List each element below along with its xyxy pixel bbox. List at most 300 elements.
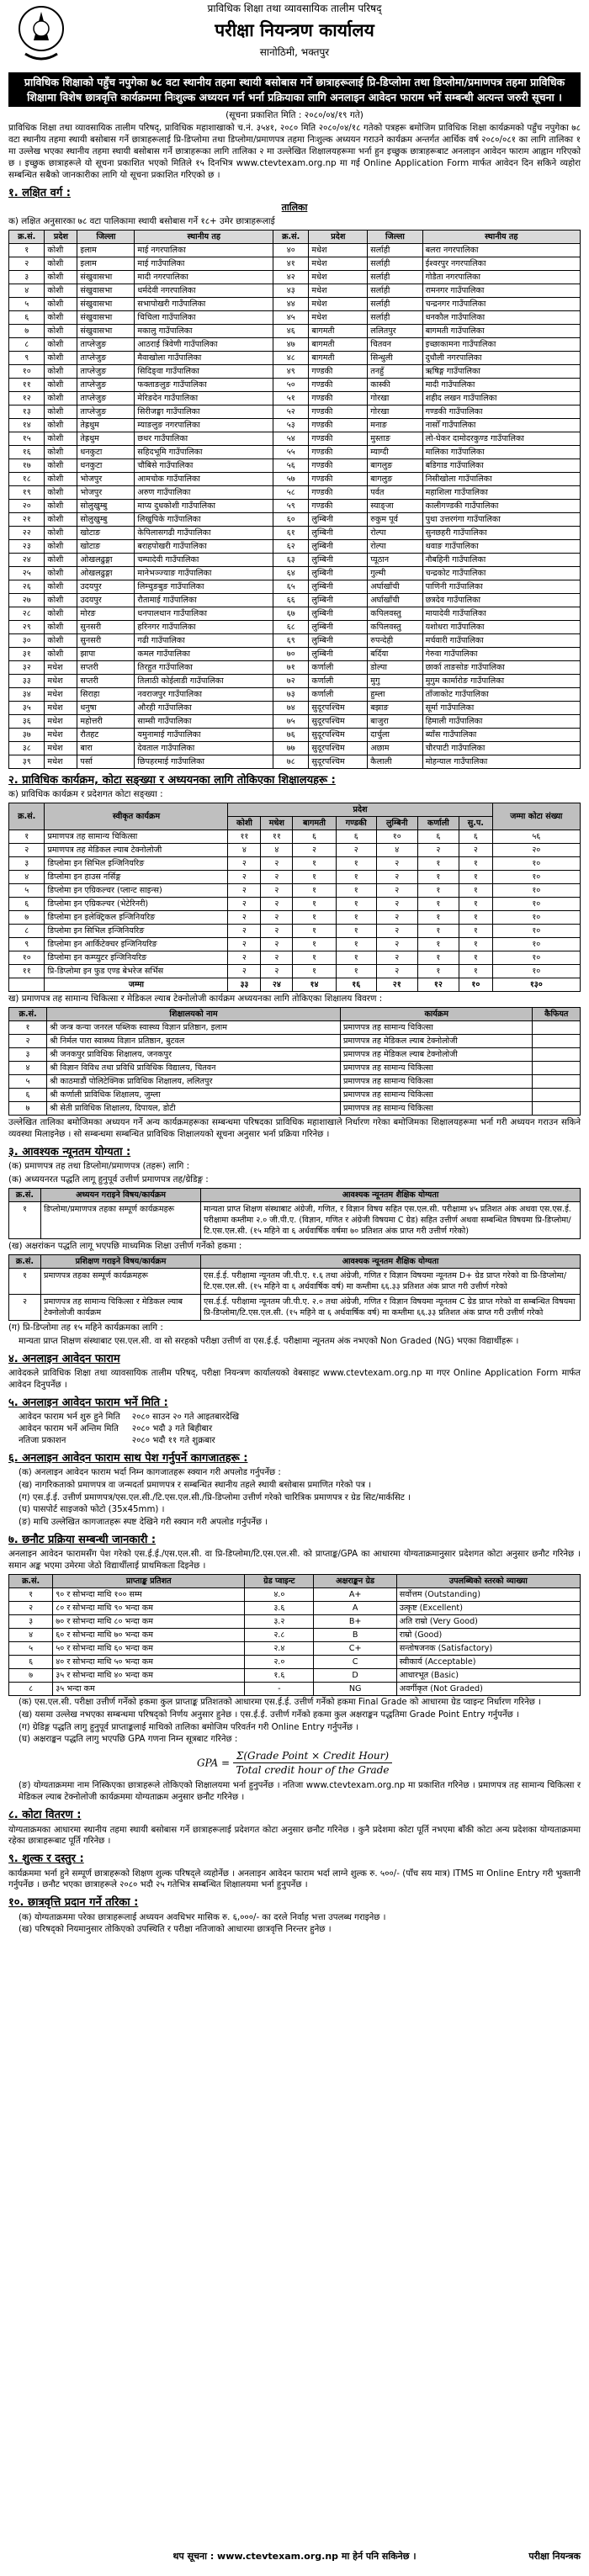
table-row <box>9 844 581 857</box>
table-cell: ४६ <box>273 324 308 337</box>
table-cell: ११ <box>9 378 45 391</box>
table-row <box>9 1629 581 1642</box>
section-3-note-1: (क) अध्ययनरत पद्धति लागू हुनुपूर्व उत्तीर्ण प्रमाणपत्र तह/ग्रेडिङ्ग : <box>8 1174 209 1185</box>
table-cell: लुम्बिनी <box>309 566 368 580</box>
table-cell: २ <box>228 911 261 925</box>
table-header-cell: स्थानीय तह <box>422 230 580 243</box>
table-cell: १० <box>492 951 580 965</box>
table-cell: मान्यता प्राप्त शिक्षण संस्थाबाट अंग्रेजी, गणित, र विज्ञान विषय सहित एस.एल.सी. परीक्षामा ४५ प्रतिशत अंक अथवा एस.एस.ई. परीक्षामा कम्तीमा २.० जी.पी.ए. (विज्ञान, गणित र अंग्रेजी विषयमा C ग्रेड) सहित उत्तीर्ण अथवा सम्बन्धित विषयमा प्रि-डिप्लोमा/टि.एस.एल.सी. (१५ महिने वा ६ अर्धवार्षिक वर्षमा ७० प्रतिशत अंक प्राप्त गरी उत्तीर्ण गरेको) <box>201 1202 581 1239</box>
table-cell: कोशी <box>45 351 77 364</box>
section-3-sub: (क) प्रमाणपत्र तह तथा डिप्लोमा/प्रमाणपत्र (तहरू) लागि : <box>8 1161 190 1172</box>
table-cell: २३ <box>9 539 45 553</box>
table-cell: ६६ <box>273 593 308 607</box>
table-row <box>9 674 581 687</box>
table-cell: कोशी <box>45 526 77 539</box>
table-cell: मादी गाउँपालिका <box>422 378 580 391</box>
table-cell: सोलुखुम्बु <box>77 512 135 526</box>
table-cell: उदयपुर <box>77 593 135 607</box>
table-row <box>9 1294 581 1320</box>
table-cell: १ <box>293 911 336 925</box>
table-header-cell: प्राप्ताङ्क प्रतिशत <box>53 1575 245 1588</box>
table-cell: महोत्तरी <box>77 714 135 728</box>
table-cell: डिप्लोमा इन सिभिल इन्जिनियरिङ <box>45 857 228 871</box>
table-row <box>9 458 581 472</box>
table-cell: ओखलढुङ्गा <box>77 566 135 580</box>
table-row <box>9 857 581 871</box>
table-cell: १० <box>492 884 580 898</box>
table-cell: ललितपुर <box>368 324 422 337</box>
table-cell: म्याग्दी <box>368 445 422 458</box>
table-cell: भोजपुर <box>77 485 135 499</box>
table-row <box>9 432 581 445</box>
table-cell: कैलाली <box>368 755 422 768</box>
table-cell: ४० <box>273 243 308 257</box>
table-cell: ६ <box>417 830 459 844</box>
table-cell: A <box>314 1602 396 1615</box>
table-cell: ३३ <box>9 674 45 687</box>
table-row <box>9 830 581 844</box>
table-cell: बझाङ <box>368 701 422 714</box>
table-cell: २ <box>376 951 417 965</box>
province-header-cell: गण्डकी <box>336 817 376 830</box>
table-cell: १ <box>9 1268 41 1294</box>
table-cell: १ <box>336 911 376 925</box>
table-row <box>9 898 581 911</box>
table-cell: स्याङ्जा <box>368 499 422 512</box>
table-cell: आधारभूत (Basic) <box>396 1669 580 1683</box>
table-cell: २.८ <box>245 1629 314 1642</box>
table-cell: ८ <box>9 925 45 938</box>
table-cell: गण्डकी <box>309 499 368 512</box>
table-cell: २ <box>9 257 45 270</box>
table-row <box>9 580 581 593</box>
table-cell: ५३ <box>273 418 308 432</box>
table-cell: २ <box>376 911 417 925</box>
table-cell: साम्सी गाउँपालिका <box>135 714 273 728</box>
table-cell: सुदूरपश्चिम <box>309 728 368 741</box>
table-cell: १० <box>376 830 417 844</box>
table-cell: मधेश <box>45 674 77 687</box>
table-cell: मधेश <box>45 728 77 741</box>
notice-title: प्राविधिक शिक्षाको पहुँच नपुगेका ७८ वटा स्थानीय तहमा स्थायी बसोबास गर्ने छात्राहरूलाई प्रि-डिप्लोमा तथा डिप्लोमा/प्रमाणपत्र तहमा प्राविधिक शिक्षामा विशेष छात्रवृत्ति कार्यक्रममा निःशुल्क अध्ययन गर्न भर्ना प्रक्रियाका लागि अनलाइन आवेदन फाराम भर्ने सम्बन्धी अत्यन्त जरुरी सूचना । <box>8 72 581 107</box>
table-cell: कर्णाली <box>309 674 368 687</box>
table-row <box>9 1268 581 1294</box>
table-cell: ४२ <box>273 270 308 284</box>
table-cell: कोशी <box>45 512 77 526</box>
table-cell: १० <box>492 871 580 884</box>
table-cell: कोशी <box>45 364 77 378</box>
table-cell: माप्य दुधकोशी गाउँपालिका <box>135 499 273 512</box>
table-cell <box>533 1048 581 1062</box>
table-cell: १० <box>492 965 580 978</box>
table-row <box>9 884 581 898</box>
table-cell: मकालु गाउँपालिका <box>135 324 273 337</box>
table-header-cell: क्र.सं. <box>9 1189 41 1202</box>
table-cell: डिप्लोमा इन सिभिल इन्जिनियरिङ <box>45 925 228 938</box>
table-cell: १ <box>293 871 336 884</box>
table-cell: गण्डकी <box>309 432 368 445</box>
table-cell: लुम्बिनी <box>309 539 368 553</box>
table-cell: ७० <box>273 647 308 660</box>
table-cell: लो-घेकर दामोदरकुण्ड गाउँपालिका <box>422 432 580 445</box>
table-cell: २ <box>261 898 293 911</box>
table-cell: कमल गाउँपालिका <box>135 647 273 660</box>
table-row <box>9 378 581 391</box>
table-row <box>9 418 581 432</box>
table-cell: ५६ <box>492 830 580 844</box>
table-cell: बाजुरा <box>368 714 422 728</box>
table-cell: २ <box>376 871 417 884</box>
table-cell: ६७ <box>273 607 308 620</box>
table-cell: ५ <box>9 1642 53 1656</box>
table-cell: फक्ताङलुङ गाउँपालिका <box>135 378 273 391</box>
table-header-cell: क्र.सं. <box>9 1575 53 1588</box>
section-9-title: ९. शुल्क र दस्तुर : <box>8 1852 84 1866</box>
table-cell: ताप्लेजुङ <box>77 337 135 351</box>
table-cell: कोशी <box>45 337 77 351</box>
section-2-sub-b: ख) प्रमाणपत्र तह सामान्य चिकित्सा र मेडिकल ल्याब टेक्नोलोजी कार्यक्रम अध्ययनका लागि तोकिएका शिक्षालय विवरण : <box>8 994 383 1004</box>
table-cell: १ <box>417 965 459 978</box>
institution-table <box>8 1007 581 1116</box>
table-cell: संखुवासभा <box>77 310 135 324</box>
table-cell: सुनछहरी गाउँपालिका <box>422 526 580 539</box>
province-header-cell: बागमती <box>293 817 336 830</box>
table-cell: मुगुम कार्मारोङ गाउँपालिका <box>422 674 580 687</box>
table-cell: मर्चवारी गाउँपालिका <box>422 633 580 647</box>
table-cell: २.४ <box>245 1642 314 1656</box>
table-cell: एस.ई.ई. परीक्षामा न्यूनतम जी.पी.ए. १.६ तथा अंग्रेजी, गणित र विज्ञान विषयमा न्यूनतम D+ ग्रेड प्राप्त गरेको वा प्रि-डिप्लोमा/टि.एस.एल.सी. (१५ महिने वा ६ अर्धवार्षिक वर्ष) मा कम्तीमा ६६.३३ प्रतिशत अंक प्राप्त गरी उत्तीर्ण गरेको <box>201 1268 581 1294</box>
table-cell: उदयपुर <box>77 580 135 593</box>
table-cell: कोशी <box>45 472 77 485</box>
table-cell: २ <box>228 951 261 965</box>
table-header-cell: क्र.सं. <box>273 230 308 243</box>
table-cell: रोल्पा <box>368 526 422 539</box>
table-cell: ६० र सोभन्दा माथि ७० भन्दा कम <box>53 1629 245 1642</box>
table-header-cell: अध्ययन गराइने विषय/कार्यक्रम <box>41 1189 201 1202</box>
table-cell: १ <box>9 1021 47 1035</box>
table-cell: कोशी <box>45 432 77 445</box>
table-cell: ६ <box>293 830 336 844</box>
table-cell: सुदूरपश्चिम <box>309 741 368 755</box>
table-row <box>9 1089 581 1102</box>
table-cell: रुपन्देही <box>368 633 422 647</box>
table-cell: डिप्लोमा इन एग्रिकल्चर (प्लान्ट साइन्स) <box>45 884 228 898</box>
table-cell: तिलाठी कोईलाडी गाउँपालिका <box>135 674 273 687</box>
table-cell: - <box>245 1683 314 1696</box>
table-cell: १६ <box>9 445 45 458</box>
table-cell: नासोँ गाउँपालिका <box>422 418 580 432</box>
table-cell: मधेश <box>45 701 77 714</box>
province-header-cell: सु.प. <box>459 817 493 830</box>
table-cell: २ <box>228 898 261 911</box>
table-row <box>9 755 581 768</box>
table-cell: सुदूरपश्चिम <box>309 701 368 714</box>
table-cell: अरुण गाउँपालिका <box>135 485 273 499</box>
table-cell: लुम्बिनी <box>309 647 368 660</box>
table-cell: सूर्मा गाउँपालिका <box>422 701 580 714</box>
table-cell: ६ <box>336 830 376 844</box>
table-cell: C+ <box>314 1642 396 1656</box>
table-cell: डिप्लोमा इन एग्रिकल्चर (भेटेरिनरी) <box>45 898 228 911</box>
table-cell: ३५ भन्दा कम <box>53 1683 245 1696</box>
table-cell: ७६ <box>273 728 308 741</box>
table-cell: अवर्गीकृत (Not Graded) <box>396 1683 580 1696</box>
table-cell: ११ <box>261 830 293 844</box>
table-cell: १ <box>293 951 336 965</box>
table-cell: ५ <box>9 297 45 310</box>
table-cell: ४५ <box>273 310 308 324</box>
date-cell: नतिजा प्रकाशन <box>19 1435 66 1445</box>
table-cell: १ <box>293 938 336 951</box>
table-cell: छिपहरमाई गाउँपालिका <box>135 755 273 768</box>
table-cell: रौतामाई गाउँपालिका <box>135 593 273 607</box>
table-cell: १ <box>417 938 459 951</box>
table-cell: अर्घाखाँची <box>368 593 422 607</box>
council-name: प्राविधिक शिक्षा तथा व्यावसायिक तालीम परिषद् <box>207 3 382 14</box>
table-row <box>9 741 581 755</box>
table-cell: सिरीजङ्घा गाउँपालिका <box>135 405 273 418</box>
table-cell: दार्चुला <box>368 728 422 741</box>
dates-table <box>19 1412 251 1446</box>
section-2-note: उल्लेखित तालिका बमोजिमका अध्ययन गर्ने अन्य कार्यक्रमहरूका सम्बन्धमा परिषदका प्राविधिक महाशाखाले निर्धारण गरेका बमोजिमका शिक्षालयहरूमा भर्ना गरी अध्ययन गराउन सकिने व्यवस्था मिलाइनेछ । सो सम्बन्धमा सम्बन्धित प्राविधिक शिक्षालयको सूचना अनुसार भर्ना प्रक्रिया गरिनेछ । <box>8 1118 581 1139</box>
table-cell: रामनगर गाउँपालिका <box>422 284 580 297</box>
section-2-sub: क) प्राविधिक कार्यक्रम र प्रदेशगत कोटा सङ्ख्या : <box>8 789 163 800</box>
table-cell: गण्डकी <box>309 445 368 458</box>
table-cell: कोशी <box>45 297 77 310</box>
table-row <box>9 1062 581 1075</box>
table-cell: मालिका गाउँपालिका <box>422 445 580 458</box>
table-row <box>9 1021 581 1035</box>
table-cell: गण्डकी <box>309 472 368 485</box>
table-cell: ३.६ <box>245 1602 314 1615</box>
table-cell: ११ <box>228 830 261 844</box>
section-1-sub: क) लक्षित अनुसारका ७८ वटा पालिकामा स्थायी बसोबास गर्ने १८+ उमेर छात्राहरूलाई <box>8 216 275 227</box>
table-cell: २ <box>261 911 293 925</box>
table-cell: कोशी <box>45 607 77 620</box>
table-cell: ८ <box>9 1683 53 1696</box>
quota-header-sn: क्र.सं. <box>9 803 45 830</box>
table-cell: कोशी <box>45 284 77 297</box>
table-cell: १ <box>459 871 493 884</box>
table-cell: प्रमाणपत्र तह सामान्य चिकित्सा र मेडिकल ल्याब टेक्नोलोजी कार्यक्रम <box>41 1294 201 1320</box>
gpa-formula-numerator: Σ(Grade Point × Credit Hour) <box>233 1749 392 1763</box>
table-cell: ४ <box>228 844 261 857</box>
table-cell: चिचिला गाउँपालिका <box>135 310 273 324</box>
table-cell: ४ <box>376 844 417 857</box>
table-cell: ९ <box>9 351 45 364</box>
table-cell: चितवन <box>368 337 422 351</box>
table-cell: कोशी <box>45 405 77 418</box>
province-header-cell: कोशी <box>228 817 261 830</box>
table-cell: सर्लाही <box>368 270 422 284</box>
table-cell: १० <box>9 951 45 965</box>
table-row <box>9 607 581 620</box>
table-cell: २ <box>228 965 261 978</box>
table-header-cell: कार्यक्रम <box>340 1008 533 1021</box>
table-header-cell: आवश्यक न्यूनतम शैक्षिक योग्यता <box>201 1189 581 1202</box>
table-cell: नवराजपुर गाउँपालिका <box>135 687 273 701</box>
table-cell: सुनसरी <box>77 633 135 647</box>
table-cell: मानेभञ्ज्याङ गाउँपालिका <box>135 566 273 580</box>
table-cell: स्वीकार्य (Acceptable) <box>396 1656 580 1669</box>
table-cell: नौबहिनी गाउँपालिका <box>422 553 580 566</box>
table-cell: २ <box>228 884 261 898</box>
table-cell: ७५ <box>273 714 308 728</box>
table-cell: बलरा नगरपालिका <box>422 243 580 257</box>
table-header-cell: उपलब्धिको स्तरको व्याख्या <box>396 1575 580 1588</box>
table-cell: ६२ <box>273 539 308 553</box>
quota-header-program: स्वीकृत कार्यक्रम <box>45 803 228 830</box>
table-cell: NG <box>314 1683 396 1696</box>
table-cell: मधेश <box>309 257 368 270</box>
document-item: (ख) नागरिकताको प्रमाणपत्र वा जन्मदर्ता प्रमाणपत्र र सम्बन्धित स्थानीय तहले स्थायी बसोबास प्रमाणित गरेको पत्र । <box>19 1480 372 1490</box>
table-cell: ६ <box>9 310 45 324</box>
table-cell: ५६ <box>273 458 308 472</box>
table-cell: श्री काठमाडौं पोलिटेक्निक प्राविधिक शिक्षालय, ललितपुर <box>47 1075 341 1089</box>
table-cell: झापा <box>77 647 135 660</box>
document-item: (घ) पासपोर्ट साइजको फोटो (35x45mm) । <box>19 1505 165 1515</box>
table-cell: यशोधरा गाउँपालिका <box>422 620 580 633</box>
table-cell: प्रमाणपत्र तह सामान्य चिकित्सा <box>340 1021 533 1035</box>
table-cell: मधेश <box>45 660 77 674</box>
table-cell: गढी गाउँपालिका <box>135 633 273 647</box>
table-cell: कोशी <box>45 593 77 607</box>
total-cell: १४ <box>293 978 336 992</box>
selection-item: (ख) यसमा उल्लेख नभएका सम्बन्धमा परिषद्को निर्णय अनुसार हुनेछ । एस.ई.ई. उत्तीर्ण गर्नेको हकमा कुल अक्षराङ्कन पद्धतिमा Grade Point Entry गर्नुपर्नेछ । <box>19 1709 519 1720</box>
table-cell: १ <box>336 938 376 951</box>
header <box>0 0 589 72</box>
table-cell: ९० र सोभन्दा माथि १०० सम्म <box>53 1588 245 1602</box>
table-cell: तनहुँ <box>368 364 422 378</box>
table-cell: बारा <box>77 741 135 755</box>
section-5-title: ५. अनलाइन आवेदन फाराम भर्ने मिति : <box>8 1396 168 1409</box>
total-cell: २१ <box>376 978 417 992</box>
table-cell: श्री कर्णाली प्राविधिक शिक्षालय, जुम्ला <box>47 1089 341 1102</box>
table-cell: गण्डकी गाउँपालिका <box>422 405 580 418</box>
footer-website-note: थप सूचना : www.ctevtexam.org.np मा हेर्न पनि सकिनेछ । <box>172 2551 417 2562</box>
date-row <box>19 1423 251 1435</box>
table-cell: ताप्लेजुङ <box>77 351 135 364</box>
table-row <box>9 911 581 925</box>
table-cell: १ <box>293 898 336 911</box>
table-cell: कर्णाली <box>309 687 368 701</box>
table-row <box>9 714 581 728</box>
table-cell: २ <box>376 884 417 898</box>
gpa-formula-lhs: GPA = <box>196 1757 231 1769</box>
table-cell: ३६ <box>9 714 45 728</box>
table-cell <box>533 1035 581 1048</box>
total-cell: १३० <box>492 978 580 992</box>
table-cell: मधेश <box>309 243 368 257</box>
table-cell: २९ <box>9 620 45 633</box>
table-cell: ११ <box>9 965 45 978</box>
table-cell: २७ <box>9 593 45 607</box>
table-cell <box>533 1089 581 1102</box>
table-cell: हरिनगर गाउँपालिका <box>135 620 273 633</box>
date-row <box>19 1412 251 1423</box>
table-cell: गेरुवा गाउँपालिका <box>422 647 580 660</box>
table-cell: पर्वत <box>368 485 422 499</box>
office-name: परीक्षा नियन्त्रण कार्यालय <box>215 20 374 40</box>
table-cell: सर्लाही <box>368 243 422 257</box>
table-row <box>9 593 581 607</box>
table-cell: डोल्पा <box>368 660 422 674</box>
table-caption: तालिका <box>281 202 308 214</box>
table-cell: केपिलासगढी गाउँपालिका <box>135 526 273 539</box>
section-10-title: १०. छात्रवृत्ति प्रदान गर्ने तरिका : <box>8 1896 139 1910</box>
section-4-text: आवेदकले प्राविधिक शिक्षा तथा व्यावसायिक तालीम परिषद्, परीक्षा नियन्त्रण कार्यालयको वेबसाइट www.ctevtexam.org.np मा गएर Online Application Form मार्फत आवेदन दिनुपर्नेछ । <box>8 1369 581 1390</box>
table-cell: ताप्लेजुङ <box>77 364 135 378</box>
section-1-title: १. लक्षित वर्ग : <box>8 186 71 199</box>
selection-item: (ग) ग्रेडिङ्ग पद्धति लागु हुनुपूर्व प्राप्ताङ्कलाई माथिको तालिका बमोजिम परिवर्तन गरी Online Entry गर्नुपर्नेछ । <box>19 1722 359 1732</box>
table-cell: १८ <box>9 472 45 485</box>
table-cell: कोशी <box>45 243 77 257</box>
table-cell: ६ <box>459 830 493 844</box>
table-cell: प्रमाणपत्र तह मेडिकल ल्याब टेक्नोलोजी <box>340 1048 533 1062</box>
table-cell: ७२ <box>273 674 308 687</box>
table-cell: १ <box>336 857 376 871</box>
table-cell: ५१ <box>273 391 308 405</box>
table-cell: बागलुङ <box>368 472 422 485</box>
table-cell: ५४ <box>273 432 308 445</box>
table-cell: १ <box>293 857 336 871</box>
table-cell: १ <box>459 938 493 951</box>
table-cell: B+ <box>314 1615 396 1629</box>
table-row <box>9 1048 581 1062</box>
section-7-text: अनलाइन आवेदन फारामसँग पेश गरेको एस.ई.ई./एस.एल.सी. वा प्रि-डिप्लोमा/टि.एस.एल.सी. को प्राप्ताङ्क/GPA का आधारमा योग्यताक्रमानुसार प्रदेशगत कोटा अनुसार छनौट गरिनेछ । समान अङ्क भएमा उमेरमा जेठो विद्यार्थीलाई प्राथमिकता दिइनेछ । <box>8 1550 581 1572</box>
table-row <box>9 566 581 580</box>
table-cell: बडिगाड गाउँपालिका <box>422 458 580 472</box>
table-cell: लिखुपिके गाउँपालिका <box>135 512 273 526</box>
table-row <box>9 243 581 257</box>
date-cell: आवेदन फाराम भर्ने अन्तिम मिति <box>19 1424 119 1434</box>
qualification-table-2 <box>8 1254 581 1321</box>
table-row <box>9 257 581 270</box>
table-cell: १ <box>9 243 45 257</box>
table-cell: लुम्बिनी <box>309 633 368 647</box>
table-row <box>9 499 581 512</box>
table-cell: कोशी <box>45 620 77 633</box>
table-cell: तेह्रथुम <box>77 418 135 432</box>
table-row <box>9 1102 581 1116</box>
table-cell: ७ <box>9 324 45 337</box>
table-cell: कोशी <box>45 485 77 499</box>
table-header-cell: कैफियत <box>533 1008 581 1021</box>
table-cell: ६ <box>9 898 45 911</box>
table-cell: रोल्पा <box>368 539 422 553</box>
table-cell: महाशिला गाउँपालिका <box>422 485 580 499</box>
table-cell: शहीद लखन गाउँपालिका <box>422 391 580 405</box>
table-cell: ५ <box>9 1075 47 1089</box>
table-cell: ७८ <box>273 755 308 768</box>
table-cell: मधेश <box>309 297 368 310</box>
table-cell: ५९ <box>273 499 308 512</box>
notice-date: (सूचना प्रकाशित मिति : २०८०/०४/१९ गते) <box>226 110 363 120</box>
table-cell: गण्डकी <box>309 418 368 432</box>
table-cell: ४ <box>261 844 293 857</box>
table-cell: १ <box>9 830 45 844</box>
table-cell: मायादेवी गाउँपालिका <box>422 607 580 620</box>
table-cell: लुम्बिनी <box>309 607 368 620</box>
table-cell: १३ <box>9 405 45 418</box>
date-cell: २०८० भदौ ३ गते बिहीबार <box>131 1424 213 1434</box>
table-cell: मोहन्याल गाउँपालिका <box>422 755 580 768</box>
table-cell: सर्लाही <box>368 297 422 310</box>
table-cell: श्री विज्ञान विविध तथा प्रविधि प्राविधिक विद्यालय, चितवन <box>47 1062 341 1075</box>
province-header-cell: मधेश <box>261 817 293 830</box>
table-cell: १० <box>492 898 580 911</box>
table-cell: ७ <box>9 1669 53 1683</box>
